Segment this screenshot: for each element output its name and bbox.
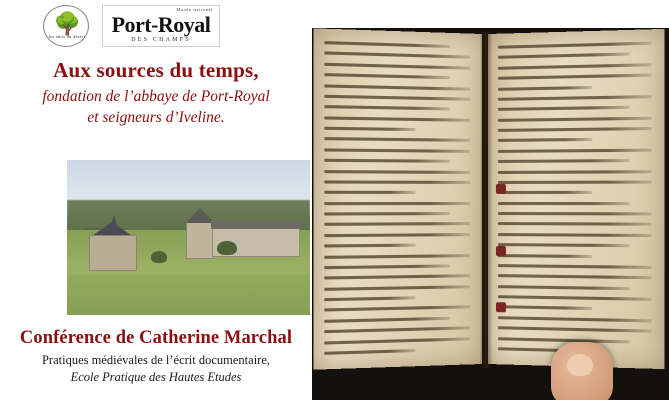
manuscript-photo — [312, 28, 669, 400]
chapel-building — [81, 215, 143, 271]
thumbnail-shape — [567, 354, 593, 376]
dovecote-building — [186, 221, 214, 259]
manuscript-left-text — [324, 41, 470, 355]
manuscript-gutter — [480, 32, 492, 368]
page-subtitle-line2: et seigneurs d’Iveline. — [87, 108, 225, 126]
bush-shape — [151, 251, 167, 263]
abbey-photo — [67, 160, 310, 315]
page-title: Aux sources du temps, — [53, 58, 259, 82]
logo-band — [40, 2, 220, 50]
chapel-body — [89, 235, 137, 271]
museum-logo — [102, 5, 220, 47]
tree-glyph: 🌳 — [53, 10, 81, 36]
museum-top-label: Musée national — [176, 7, 213, 13]
hand-thumb — [551, 342, 613, 400]
speaker-role: Pratiques médiévales de l’écrit documentaire, — [41, 353, 271, 367]
photo-foreground — [67, 275, 310, 315]
rubricated-initial — [496, 184, 506, 194]
emblem-caption: les amis du désert — [48, 33, 86, 39]
title-block — [0, 58, 312, 129]
barn-roof — [211, 221, 301, 229]
museum-name: Port-Royal — [111, 11, 211, 37]
rubricated-initial — [496, 246, 506, 256]
tree-emblem-icon — [40, 3, 94, 49]
museum-subtitle: DES CHAMPS — [131, 36, 191, 43]
speaker-institution: Ecole Pratique des Hautes Etudes — [70, 370, 242, 384]
page-subtitle-line1: fondation de l’abbaye de Port-Royal — [42, 88, 270, 105]
speaker-name: Conférence de Catherine Marchal — [19, 328, 293, 348]
bush-shape — [217, 241, 237, 255]
manuscript-right-text — [498, 42, 652, 355]
rubricated-initial — [496, 302, 506, 312]
emblem-ring — [43, 5, 89, 47]
manuscript-right-page — [488, 29, 664, 369]
manuscript-left-page — [314, 28, 482, 369]
footer-block — [0, 328, 312, 385]
